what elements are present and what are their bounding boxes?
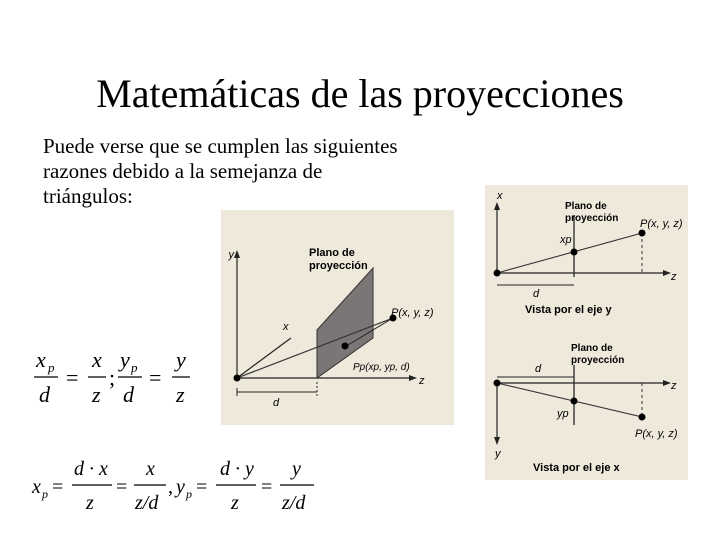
- y-axis-label: y: [495, 448, 501, 460]
- separator: ;: [109, 365, 116, 390]
- plane-label-line2: proyección: [571, 355, 625, 366]
- frac4-den: z: [176, 382, 185, 407]
- distance-label: d: [533, 288, 540, 300]
- view-along-x: [494, 343, 678, 474]
- x-axis-label: x: [283, 321, 289, 333]
- eq1: =: [52, 476, 64, 498]
- slide-title: Matemáticas de las proyecciones: [96, 71, 624, 116]
- point-p-label: P(x, y, z): [635, 428, 678, 440]
- projected-point: [571, 398, 578, 405]
- frac3-den: d: [123, 382, 134, 407]
- x-axis-arrow: [494, 202, 500, 210]
- yp-sub: p: [186, 487, 192, 501]
- distance-label: d: [535, 363, 542, 375]
- frac4-num: y: [176, 347, 186, 372]
- distance-label: d: [273, 397, 280, 409]
- origin-point: [234, 375, 241, 382]
- yp-label: yp: [557, 408, 569, 420]
- fracC-den: z: [231, 492, 239, 514]
- point-p: [639, 414, 646, 421]
- solved-formula: [30, 455, 320, 520]
- z-axis-arrow: [663, 270, 671, 276]
- y-axis-label: y: [228, 249, 234, 261]
- xp-label: [559, 234, 572, 246]
- frac3-num-sub: p: [131, 360, 138, 375]
- view-caption: Vista por el eje y: [525, 304, 612, 316]
- z-axis-label: z: [419, 375, 425, 387]
- eq1: =: [66, 365, 79, 390]
- fracB-den: z/d: [135, 492, 159, 514]
- x-axis-line: [237, 338, 291, 378]
- xp-label-base: xp: [560, 234, 572, 246]
- ratio-formula: [30, 345, 200, 410]
- plane-label-line1: Plano de: [571, 343, 613, 354]
- fracA-num: d · x: [74, 458, 108, 480]
- plane-label-line2: proyección: [565, 213, 619, 224]
- projected-point: [571, 249, 578, 256]
- fracD-num: y: [292, 458, 301, 480]
- body-line-3: triángulos:: [43, 184, 133, 208]
- z-axis-arrow: [409, 375, 417, 381]
- eq3: =: [196, 476, 208, 498]
- fracD-den: z/d: [282, 492, 306, 514]
- xp-base: x: [32, 476, 41, 498]
- origin-point: [494, 270, 501, 277]
- frac1-num-sub: p: [48, 360, 55, 375]
- side-views-figure: [485, 185, 688, 480]
- frac1-num-x: x: [36, 347, 46, 372]
- z-axis-label: z: [671, 271, 677, 283]
- frac1-den: d: [39, 382, 50, 407]
- projected-point-label: Pp(xp, yp, d): [353, 362, 410, 373]
- view-along-y: [494, 190, 683, 316]
- view-caption: Vista por el eje x: [533, 462, 620, 474]
- frac2-num: x: [92, 347, 102, 372]
- fracC-num: d · y: [220, 458, 254, 480]
- frac2-den: z: [92, 382, 101, 407]
- plane-label-line2: proyección: [309, 260, 368, 272]
- body-line-1: Puede verse que se cumplen las siguientes: [43, 134, 398, 158]
- plane-label-line1: Plano de: [565, 201, 607, 212]
- xp-sub: p: [42, 487, 48, 501]
- frac3-num-y: y: [120, 347, 130, 372]
- projection-ray: [497, 383, 642, 417]
- fracA-den: z: [86, 492, 94, 514]
- z-axis-arrow: [663, 380, 671, 386]
- point-p-label: P(x, y, z): [391, 307, 434, 319]
- origin-point: [494, 380, 501, 387]
- yp-base: y: [176, 476, 185, 498]
- body-text: [43, 134, 463, 209]
- eq2: =: [149, 365, 162, 390]
- y-axis-arrow: [494, 437, 500, 445]
- body-line-2: razones debido a la semejanza de: [43, 159, 323, 183]
- point-p-label: P(x, y, z): [640, 218, 683, 230]
- eq4: =: [261, 476, 273, 498]
- x-axis-label: x: [497, 190, 503, 202]
- y-axis-arrow: [234, 250, 240, 258]
- comma: ,: [168, 476, 173, 498]
- plane-label-line1: Plano de: [309, 247, 355, 259]
- eq2: =: [116, 476, 128, 498]
- z-axis-label: z: [671, 380, 677, 392]
- projection-3d-figure: [221, 210, 454, 425]
- fracB-num: x: [146, 458, 155, 480]
- projected-point: [342, 343, 349, 350]
- point-p: [639, 230, 646, 237]
